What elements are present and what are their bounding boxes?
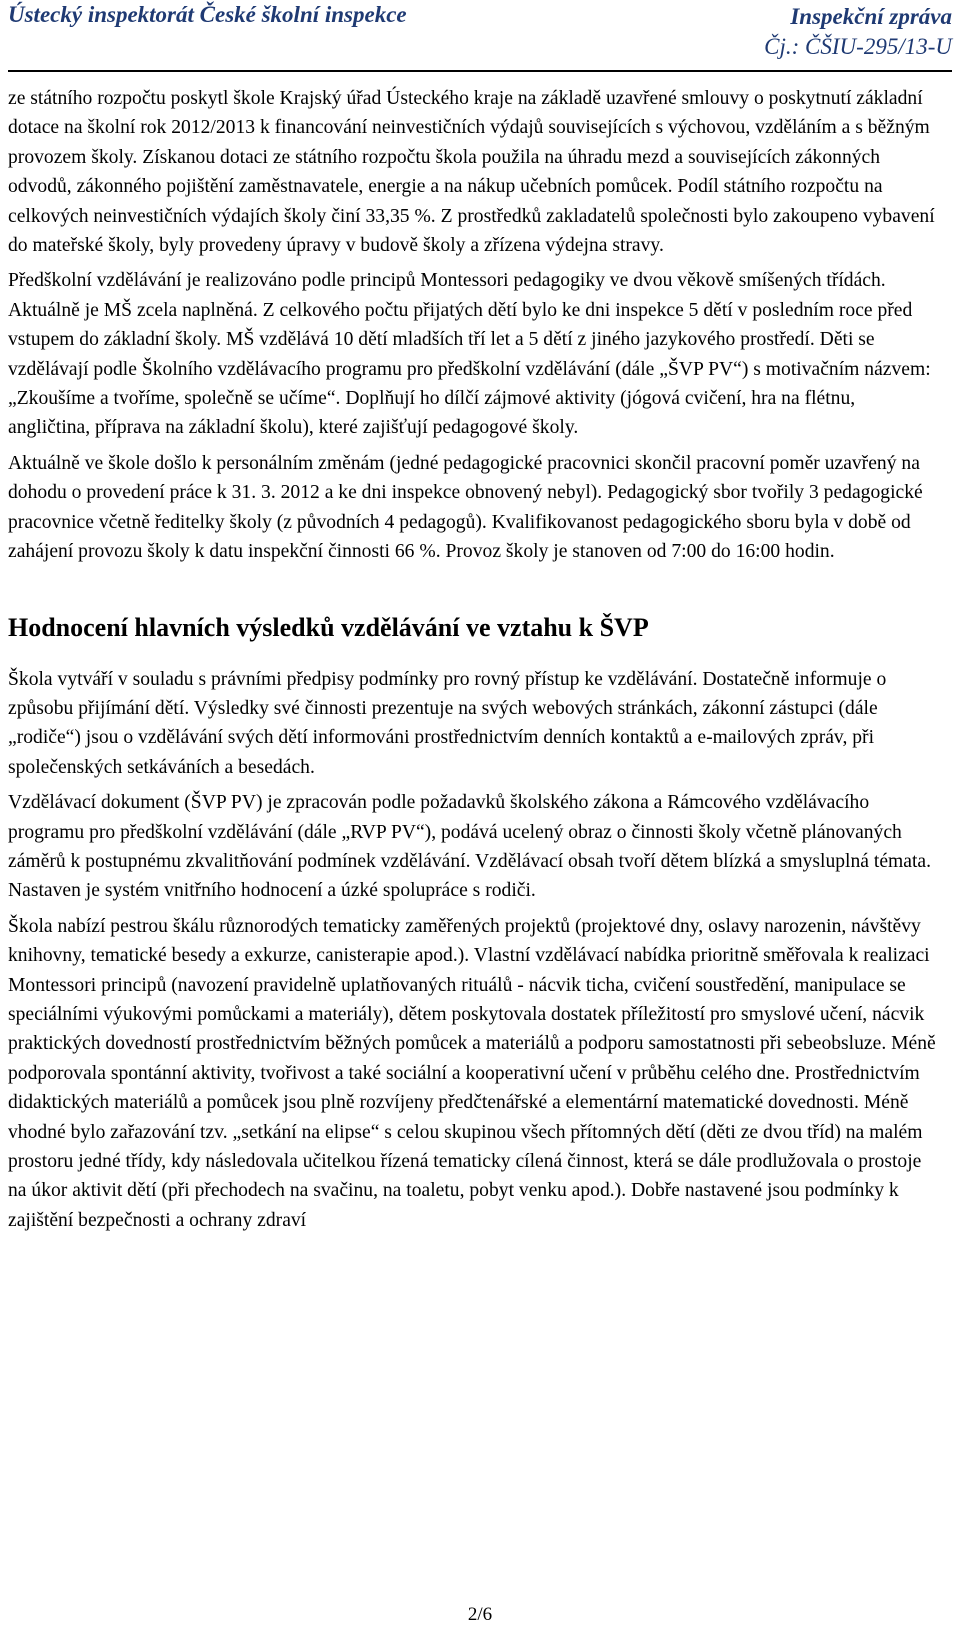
document-body (8, 84, 938, 1241)
paragraph-preschool: Předškolní vzdělávání je realizováno podle principů Montessori pedagogiky ve dvou věkově smíšených třídách. Aktuálně je MŠ zcela naplněná. Z celkového počtu přijatých dětí bylo ke dni inspekce 5 dětí v posledním roce před vstupem do základní školy. MŠ vzdělává 10 dětí mladších tří let a 5 dětí z jiného jazykového prostředí. Děti se vzdělávají podle Školního vzdělávacího programu pro předškolní vzdělávání (dále „ŠVP PV“) s motivačním názvem: „Zkoušíme a tvoříme, společně se učíme“. Doplňují ho dílčí zájmové aktivity (jógová cvičení, hra na flétnu, angličtina, příprava na základní školu), které zajišťují pedagogové školy. (8, 270, 931, 439)
paragraph-staff: Aktuálně ve škole došlo k personálním změnám (jedné pedagogické pracovnici skončil pracovní poměr uzavřený na dohodu o provedení práce k 31. 3. 2012 a ke dni inspekce obnovený nebyl). Pedagogický sbor tvořily 3 pedagogické pracovnice včetně ředitelky školy (z původních 4 pedagogů). Kvalifikovanost pedagogického sboru byla v době od zahájení provozu školy k datu inspekční činnosti 66 %. Provoz školy je stanoven od 7:00 do 16:00 hodin. (8, 452, 923, 563)
paragraph-document: Vzdělávací dokument (ŠVP PV) je zpracován podle požadavků školského zákona a Rámcového vzdělávacího programu pro předškolní vzdělávání (dále „RVP PV“), podává ucelený obraz o činnosti školy včetně plánovaných záměrů k postupnému zkvalitňování podmínek vzdělávání. Vzdělávací obsah tvoří dětem blízká a smysluplná témata. Nastaven je systém vnitřního hodnocení a úzké spolupráce s rodiči. (8, 792, 931, 902)
inspectorate-name: Ústecký inspektorát České školní inspekce (8, 2, 407, 27)
page-number: 2/6 (467, 1604, 493, 1625)
paragraph-funding: ze státního rozpočtu poskytl škole Krajský úřad Ústeckého kraje na základě uzavřené smlouvy o poskytnutí základní dotace na školní rok 2012/2013 k financování neinvestičních výdajů souvisejících s výchovou, vzděláním a s běžným provozem školy. Získanou dotaci ze státního rozpočtu škola použila na úhradu mezd a souvisejících zákonných odvodů, zákonného pojištění zaměstnavatele, energie a na nákup učebních pomůcek. Podíl státního rozpočtu na celkových neinvestičních výdajích školy činí 33,35 %. Z prostředků zakladatelů společnosti bylo zakoupeno vybavení do mateřské školy, byly provedeny úpravy v budově školy a zřízena výdejna stravy. (8, 88, 935, 257)
paragraph-projects: Škola nabízí pestrou škálu různorodých tematicky zaměřených projektů (projektové dny, oslavy narozenin, návštěvy knihovny, tematické besedy a exkurze, canisterapie apod.). Vlastní vzdělávací nabídka prioritně směřovala k realizaci Montessori principů (navození pravidelně uplatňovaných rituálů - nácvik ticha, cvičení soustředění, manipulace se speciálními výukovými pomůckami a materiály), dětem poskytovala dostatek příležitostí pro smyslové učení, nácvik praktických dovedností prostřednictvím běžných pomůcek a materiálů a podporu samostatnosti při sebeobsluze. Méně podporovala spontánní aktivity, tvořivost a také sociální a kooperativní učení v průběhu celého dne. Prostřednictvím didaktických materiálů a pomůcek jsou plně rozvíjeny předčtenářské a elementární matematické dovednosti. Méně vhodné bylo zařazování tzv. „setkání na elipse“ s celou skupinou všech přítomných dětí (děti ze dvou tříd) na malém prostoru jedné třídy, kdy následovala učitelkou řízená tematicky cílená činnost, která se dále prodlužovala o prostoje na úkor aktivit dětí (při přechodech na svačinu, na toaletu, pobyt venku apod.). Dobře nastavené jsou podmínky k zajištění bezpečnosti a ochrany zdraví (8, 915, 936, 1231)
report-title: Inspekční zpráva (790, 4, 952, 29)
paragraph-access: Škola vytváří v souladu s právními předpisy podmínky pro rovný přístup ke vzdělávání. Dostatečně informuje o způsobu přijímání dětí. Výsledky své činnosti prezentuje na svých webových stránkách, zákonní zástupci (dále „rodiče“) jsou o vzdělávání svých dětí informováni prostřednictvím denních kontaktů a e-mailových zpráv, při společenských setkáváních a besedách. (8, 668, 887, 778)
section-heading: Hodnocení hlavních výsledků vzdělávání ve vztahu k ŠVP (8, 612, 649, 642)
report-info (764, 2, 952, 62)
reference-number: Čj.: ČŠIU-295/13-U (764, 33, 952, 59)
page-header (8, 0, 952, 72)
